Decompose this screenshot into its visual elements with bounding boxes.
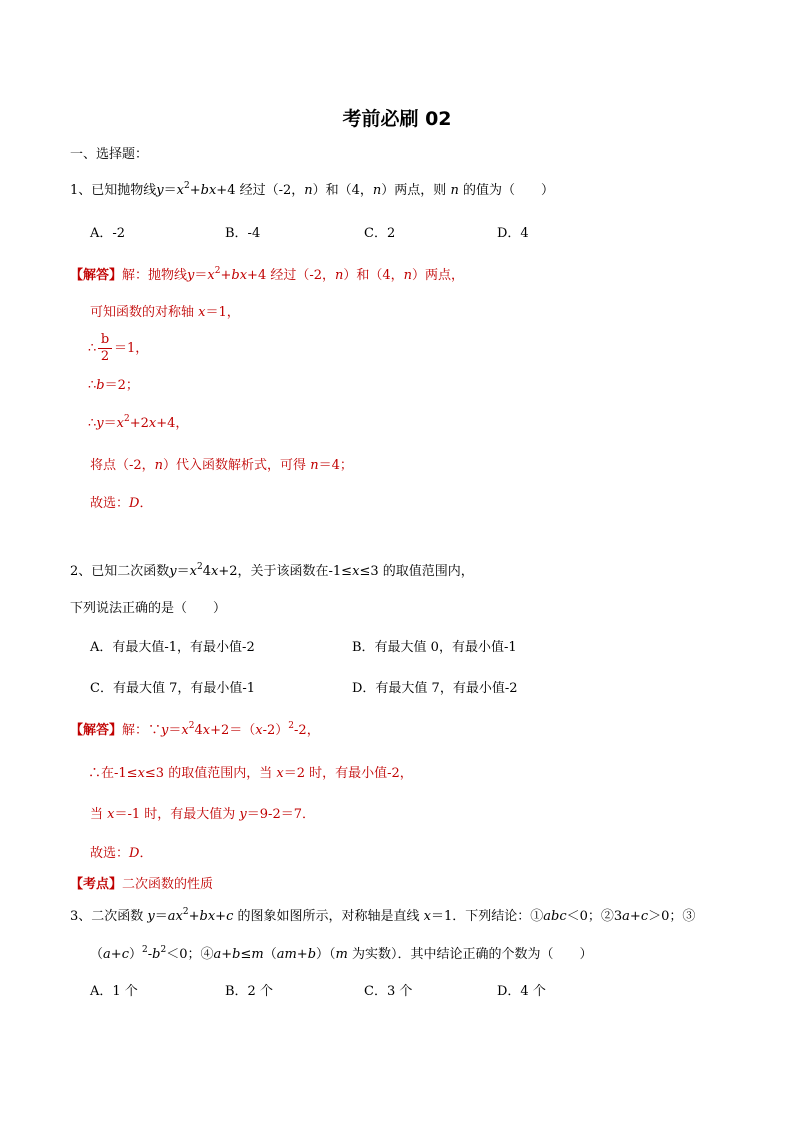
answer-tag: 【解答】 xyxy=(70,723,123,738)
q3-stem-line-2: $(a+c)^2-b^2<0$；④a+b≤m（am+b）（m 为实数）．其中结论正确的个数为（ ） xyxy=(90,945,593,962)
q1-fraction: $\frac{b}{2}$ xyxy=(98,333,112,364)
q1-answer-line-7: 故选：D． xyxy=(90,496,153,511)
q2-option-c: C．有最大值 7，有最小值-1 xyxy=(90,681,256,696)
q1-answer-line-3: ∴ xyxy=(88,341,97,356)
section-heading: 一、选择题： xyxy=(70,147,149,162)
q1-answer-line-2: 可知函数的对称轴 x＝1， xyxy=(90,305,240,320)
q2-answer-line-4: 故选：D． xyxy=(90,846,153,861)
q2-answer-line-1: 【解答】解：$\because y=x^24x+2=(x-2)^2-2$， xyxy=(70,721,320,738)
q3-option-c: C．3 个 xyxy=(364,984,413,999)
q1-option-b: B．-4 xyxy=(225,226,261,241)
q3-option-a: A．1 个 xyxy=(90,984,138,999)
kaodian-tag: 【考点】 xyxy=(70,877,123,892)
q1-option-c: C．2 xyxy=(364,226,396,241)
q1-answer-line-5: $\therefore y=x^2+2x+4$， xyxy=(88,414,189,431)
q3-stem-line-1: 3、二次函数 $y=ax^2+bx+c$ 的图象如图所示，对称轴是直线 x＝1．下列结论：①abc＜0；②3a+c＞0；③ xyxy=(70,907,696,924)
q1-answer-line-6: 将点（-2，n）代入函数解析式，可得 n＝4； xyxy=(90,458,353,473)
q1-option-d: D．4 xyxy=(497,226,529,241)
q1-option-a: A．-2 xyxy=(90,226,126,241)
q3-option-b: B．2 个 xyxy=(225,984,273,999)
q2-option-a: A．有最大值-1，有最小值-2 xyxy=(90,640,255,655)
page-title: 考前必刷 02 xyxy=(342,108,452,130)
q2-stem-line-1: 2、已知二次函数$y=x^24x+2$，关于该函数在-1≤x≤3 的取值范围内， xyxy=(70,562,474,579)
q2-stem-line-2: 下列说法正确的是（ ） xyxy=(70,601,227,616)
q3-option-d: D．4 个 xyxy=(497,984,546,999)
q1-answer-line-4: ∴b＝2； xyxy=(88,378,139,393)
q2-option-d: D．有最大值 7，有最小值-2 xyxy=(352,681,518,696)
q1-answer-line-1: 【解答】解：抛物线$y=x^2+bx+4$ 经过（-2，n）和（4，n）两点， xyxy=(70,266,465,283)
q2-option-b: B．有最大值 0，有最小值-1 xyxy=(352,640,517,655)
q2-kaodian xyxy=(70,876,213,894)
answer-tag: 【解答】 xyxy=(70,268,123,283)
q1-answer-line-3b: ＝1， xyxy=(114,341,149,356)
kaodian-text: 二次函数的性质 xyxy=(122,877,214,892)
q2-answer-line-2: ∴在-1≤x≤3 的取值范围内，当 x＝2 时，有最小值-2， xyxy=(88,766,413,781)
q1-stem: 1、已知抛物线$y=x^2+bx+4$ 经过（-2，n）和（4，n）两点，则 n 的值为（ ） xyxy=(70,181,554,198)
q2-answer-line-3: 当 x＝-1 时，有最大值为 y＝9-2＝7． xyxy=(90,807,315,822)
